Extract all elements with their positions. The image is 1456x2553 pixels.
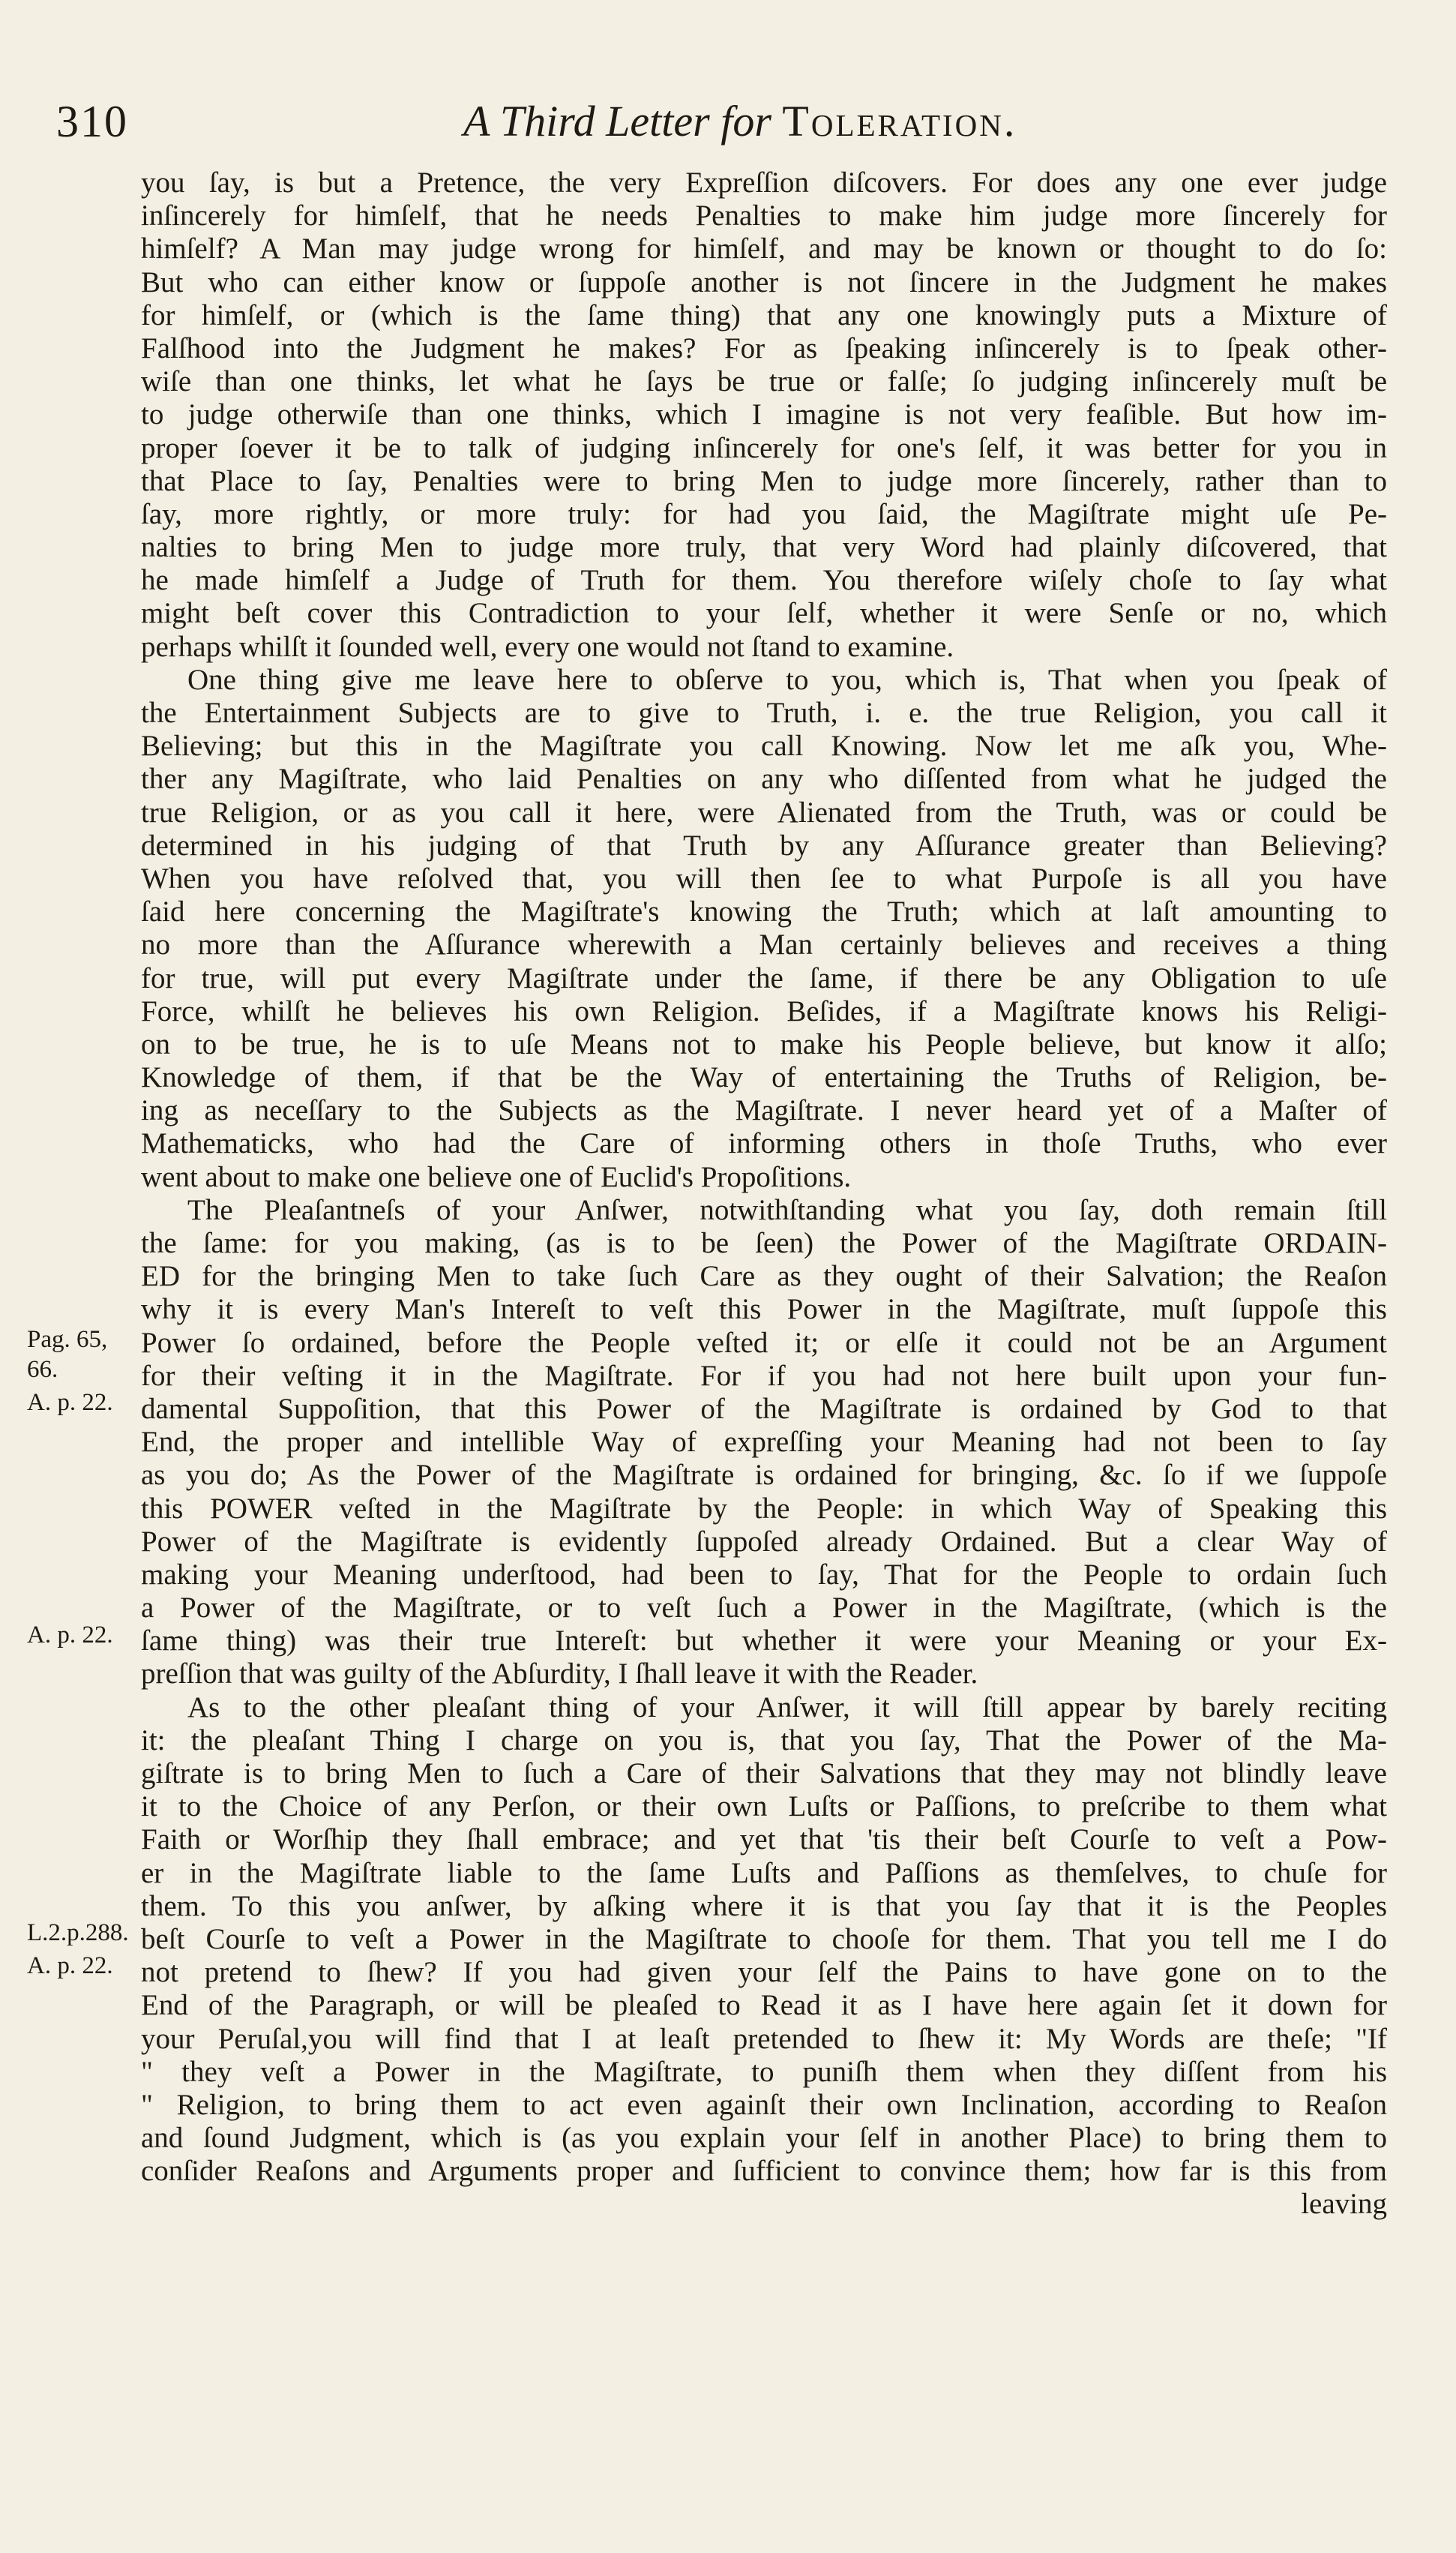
text-line: nalties to bring Men to judge more truly, that very Word had plainly diſcovered, that: [141, 531, 1387, 564]
text-line: you ſay, is but a Pretence, the very Expreſſion diſcovers. For does any one ever judge: [141, 166, 1387, 199]
catchword: leaving: [1301, 2188, 1387, 2221]
text-line: Faith or Worſhip they ſhall embrace; and yet that 'tis their beſt Courſe to veſt a Pow-: [141, 1823, 1387, 1856]
text-line: perhaps whilſt it ſounded well, every one would not ſtand to examine.: [141, 630, 954, 663]
text-line: conſider Reaſons and Arguments proper and ſufficient to convince them; how far is this from: [141, 2155, 1387, 2188]
text-line: preſſion that was guilty of the Abſurdity, I ſhall leave it with the Reader.: [141, 1658, 978, 1690]
body-text: [141, 166, 1387, 2222]
text-line: inſincerely for himſelf, that he needs Penalties to make him judge more ſincerely for: [141, 200, 1387, 232]
margin-note: A. p. 22.: [27, 1622, 113, 1648]
text-line: that Place to ſay, Penalties were to bring Men to judge more ſincerely, rather than to: [141, 464, 1387, 497]
text-line: them. To this you anſwer, by aſking where it is that you ſay that it is the Peoples: [141, 1889, 1387, 1922]
text-line: himſelf? A Man may judge wrong for himſelf, and may be known or thought to do ſo:: [141, 232, 1387, 266]
text-line: on to be true, he is to uſe Means not to make his People believe, but know it alſo;: [141, 1028, 1387, 1060]
text-line: might beſt cover this Contradiction to your ſelf, whether it were Senſe or no, which: [141, 597, 1387, 630]
page-header: [56, 96, 1387, 156]
paragraph-first-line: The Pleaſantneſs of your Anſwer, notwithſtanding what you ſay, doth remain ſtill: [187, 1193, 1387, 1226]
text-line: Knowledge of them, if that be the Way of entertaining the Truths of Religion, be-: [141, 1061, 1387, 1094]
text-line: damental Suppoſition, that this Power of the Magiſtrate is ordained by God to that: [141, 1392, 1387, 1425]
text-line: for true, will put every Magiſtrate under the ſame, if there be any Obligation to uſe: [141, 962, 1387, 994]
text-line: it: the pleaſant Thing I charge on you is, that you ſay, That the Power of the Ma-: [141, 1724, 1387, 1756]
text-line: End, the proper and intellible Way of expreſſing your Meaning had not been to ſay: [141, 1426, 1387, 1459]
text-line: But who can either know or ſuppoſe another is not ſincere in the Judgment he makes: [141, 266, 1387, 298]
text-line: ſay, more rightly, or more truly: for had you ſaid, the Magiſtrate might uſe Pe-: [141, 497, 1387, 530]
text-line: no more than the Aſſurance wherewith a Man certainly believes and receives a thing: [141, 928, 1387, 962]
text-line: making your Meaning underſtood, had been to ſay, That for the People to ordain ſuch: [141, 1558, 1387, 1591]
text-line: went about to make one believe one of Euclid's Propoſitions.: [141, 1160, 852, 1193]
margin-note: Pag. 65,: [27, 1326, 108, 1353]
running-head: [463, 96, 1017, 146]
margin-note: A. p. 22.: [27, 1389, 113, 1416]
text-line: When you have reſolved that, you will then ſee to what Purpoſe is all you have: [141, 862, 1387, 895]
text-line: wiſe than one thinks, let what he ſays be true or falſe; ſo judging inſincerely muſt be: [141, 365, 1387, 398]
text-line: the ſame: for you making, (as is to be ſeen) the Power of the Magiſtrate ORDAIN-: [141, 1227, 1387, 1259]
text-line: ſame thing) was their true Intereſt: but whether it were your Meaning or your Ex-: [141, 1624, 1387, 1658]
text-line: ED for the bringing Men to take ſuch Care as they ought of their Salvation; the Reaſon: [141, 1260, 1387, 1293]
text-line: giſtrate is to bring Men to ſuch a Care of their Salvations that they may not blindly leave: [141, 1757, 1387, 1790]
text-line: er in the Magiſtrate liable to the ſame Luſts and Paſſions as themſelves, to chuſe for: [141, 1856, 1387, 1889]
paragraph-first-line: As to the other pleaſant thing of your Anſwer, it will ſtill appear by barely reciting: [187, 1690, 1387, 1724]
text-line: your Peruſal,you will find that I at leaſt pretended to ſhew it: My Words are theſe; "If: [141, 2022, 1387, 2055]
text-line: ſaid here concerning the Magiſtrate's knowing the Truth; which at laſt amounting to: [141, 896, 1387, 928]
paragraph-first-line: One thing give me leave here to obſerve to you, which is, That when you ſpeak of: [187, 663, 1387, 696]
text-line: determined in his judging of that Truth by any Aſſurance greater than Believing?: [141, 829, 1387, 862]
text-line: for their veſting it in the Magiſtrate. For if you had not here built upon your fun-: [141, 1359, 1387, 1392]
text-line: Believing; but this in the Magiſtrate you call Knowing. Now let me aſk you, Whe-: [141, 730, 1387, 763]
text-line: a Power of the Magiſtrate, or to veſt ſuch a Power in the Magiſtrate, (which is the: [141, 1592, 1387, 1624]
text-line: as you do; As the Power of the Magiſtrate is ordained for bringing, &c. ſo if we ſuppoſe: [141, 1459, 1387, 1492]
text-line: it to the Choice of any Perſon, or their own Luſts or Paſſions, to preſcribe to them what: [141, 1790, 1387, 1823]
text-line: why it is every Man's Intereſt to veſt this Power in the Magiſtrate, muſt ſuppoſe this: [141, 1293, 1387, 1326]
text-line: " they veſt a Power in the Magiſtrate, to puniſh them when they diſſent from his: [141, 2055, 1387, 2088]
text-line: true Religion, or as you call it here, were Alienated from the Truth, was or could be: [141, 796, 1387, 829]
text-line: this POWER veſted in the Magiſtrate by the People: in which Way of Speaking this: [141, 1492, 1387, 1525]
text-line: Power ſo ordained, before the People veſted it; or elſe it could not be an Argument: [141, 1326, 1387, 1359]
text-line: Mathematicks, who had the Care of informing others in thoſe Truths, who ever: [141, 1127, 1387, 1160]
text-line: End of the Paragraph, or will be pleaſed to Read it as I have here again ſet it down for: [141, 1989, 1387, 2022]
text-line: Falſhood into the Judgment he makes? For as ſpeaking inſincerely is to ſpeak other-: [141, 332, 1387, 364]
margin-note: L.2.p.288.: [27, 1919, 129, 1946]
text-line: ther any Magiſtrate, who laid Penalties on any who diſſented from what he judged the: [141, 763, 1387, 796]
text-line: Force, whilſt he believes his own Religion. Beſides, if a Magiſtrate knows his Religi-: [141, 994, 1387, 1028]
text-line: for himſelf, or (which is the ſame thing) that any one knowingly puts a Mixture of: [141, 298, 1387, 332]
running-head-subject: Toleration.: [782, 97, 1017, 146]
text-line: ing as neceſſary to the Subjects as the Magiſtrate. I never heard yet of a Maſter of: [141, 1094, 1387, 1127]
text-line: Power of the Magiſtrate is evidently ſuppoſed already Ordained. But a clear Way of: [141, 1525, 1387, 1558]
running-head-title: A Third Letter for: [463, 97, 783, 146]
text-line: beſt Courſe to veſt a Power in the Magiſtrate to chooſe for them. That you tell me I do: [141, 1922, 1387, 1955]
text-line: to judge otherwiſe than one thinks, which I imagine is not very feaſible. But how im-: [141, 398, 1387, 431]
text-line: the Entertainment Subjects are to give to Truth, i. e. the true Religion, you call it: [141, 697, 1387, 729]
margin-note: A. p. 22.: [27, 1952, 113, 1979]
text-line: and ſound Judgment, which is (as you explain your ſelf in another Place) to bring them to: [141, 2122, 1387, 2155]
margin-note: 66.: [27, 1356, 58, 1383]
text-line: " Religion, to bring them to act even againſt their own Inclination, according to Reaſon: [141, 2088, 1387, 2121]
page-number: 310: [56, 97, 128, 146]
text-line: he made himſelf a Judge of Truth for them. You therefore wiſely choſe to ſay what: [141, 564, 1387, 597]
text-line: not pretend to ſhew? If you had given your ſelf the Pains to have gone on to the: [141, 1956, 1387, 1989]
text-line: proper ſoever it be to talk of judging inſincerely for one's ſelf, it was better for you in: [141, 431, 1387, 464]
